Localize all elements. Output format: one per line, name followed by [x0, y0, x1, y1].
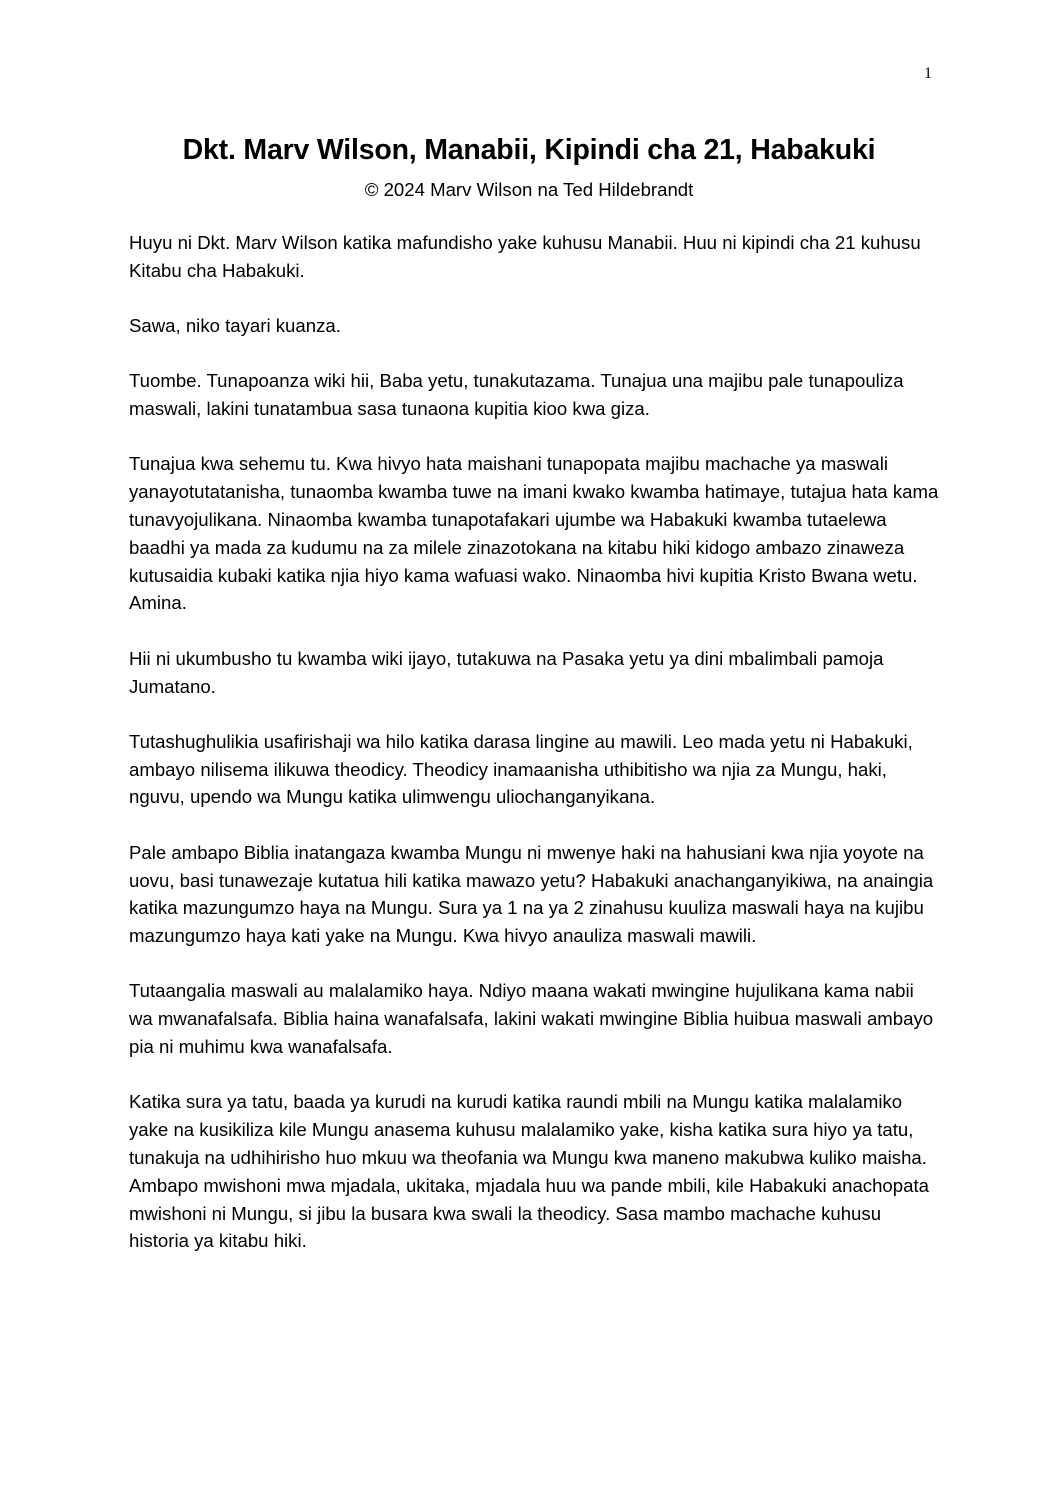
paragraph: Pale ambapo Biblia inatangaza kwamba Mungu ni mwenye haki na hahusiani kwa njia yoyote na uovu, basi tunawezaje kutatua hili katika mawazo yetu? Habakuki anachanganyikiwa, na anaingia katika mazungumzo haya na Mungu. Sura ya 1 na ya 2 zinahusu kuuliza maswali haya na kujibu mazungumzo haya kati yake na Mungu. Kwa hivyo anauliza maswali mawili. [129, 841, 934, 947]
paragraph: Hii ni ukumbusho tu kwamba wiki ijayo, tutakuwa na Pasaka yetu ya dini mbalimbali pamoja Jumatano. [129, 647, 884, 697]
document-body [129, 229, 939, 1283]
copyright-line: © 2024 Marv Wilson na Ted Hildebrandt [364, 179, 694, 200]
paragraph: Huyu ni Dkt. Marv Wilson katika mafundisho yake kuhusu Manabii. Huu ni kipindi cha 21 kuhusu Kitabu cha Habakuki. [129, 232, 921, 281]
paragraph: Tutashughulikia usafirishaji wa hilo katika darasa lingine au mawili. Leo mada yetu ni Habakuki, ambayo nilisema ilikuwa theodicy. Theodicy inamaanisha uthibitisho wa njia za Mungu, haki, nguvu, upendo wa Mungu katika ulimwengu uliochanganyikana. [129, 730, 913, 808]
page-number: 1 [924, 65, 932, 82]
paragraph: Tutaangalia maswali au malalamiko haya. Ndiyo maana wakati mwingine hujulikana kama nabii wa mwanafalsafa. Biblia haina wanafalsafa, lakini wakati mwingine Biblia huibua maswali ambayo pia ni muhimu kwa wanafalsafa. [129, 980, 934, 1058]
paragraph: Sawa, niko tayari kuanza. [129, 315, 341, 337]
paragraph: Katika sura ya tatu, baada ya kurudi na kurudi katika raundi mbili na Mungu katika malalamiko yake na kusikiliza kile Mungu anasema kuhusu malalamiko yake, kisha katika sura hiyo ya tatu, tunakuja na udhihirisho huo mkuu wa theofania wa Mungu kwa maneno makubwa kuliko maisha. Ambapo mwishoni mwa mjadala, ukitaka, mjadala huu wa pande mbili, kile Habakuki anachopata mwishoni ni Mungu, si jibu la busara kwa swali la theodicy. Sasa mambo machache kuhusu historia ya kitabu hiki. [129, 1091, 929, 1252]
paragraph: Tuombe. Tunapoanza wiki hii, Baba yetu, tunakutazama. Tunajua una majibu pale tunapouliza maswali, lakini tunatambua sasa tunaona kupitia kioo kwa giza. [129, 370, 904, 420]
paragraph: Tunajua kwa sehemu tu. Kwa hivyo hata maishani tunapopata majibu machache ya maswali yanayotutatanisha, tunaomba kwamba tuwe na imani kwako kwamba hatimaye, tutajua hata kama tunavyojulikana. Ninaomba kwamba tunapotafakari ujumbe wa Habakuki kwamba tutaelewa baadhi ya mada za kudumu na za milele zinazotokana na kitabu hiki kidogo ambazo zinaweza kutusaidia kubaki katika njia hiyo kama wafuasi wako. Ninaomba hivi kupitia Kristo Bwana wetu. Amina. [129, 453, 939, 614]
document-title: Dkt. Marv Wilson, Manabii, Kipindi cha 21, Habakuki [182, 134, 876, 166]
